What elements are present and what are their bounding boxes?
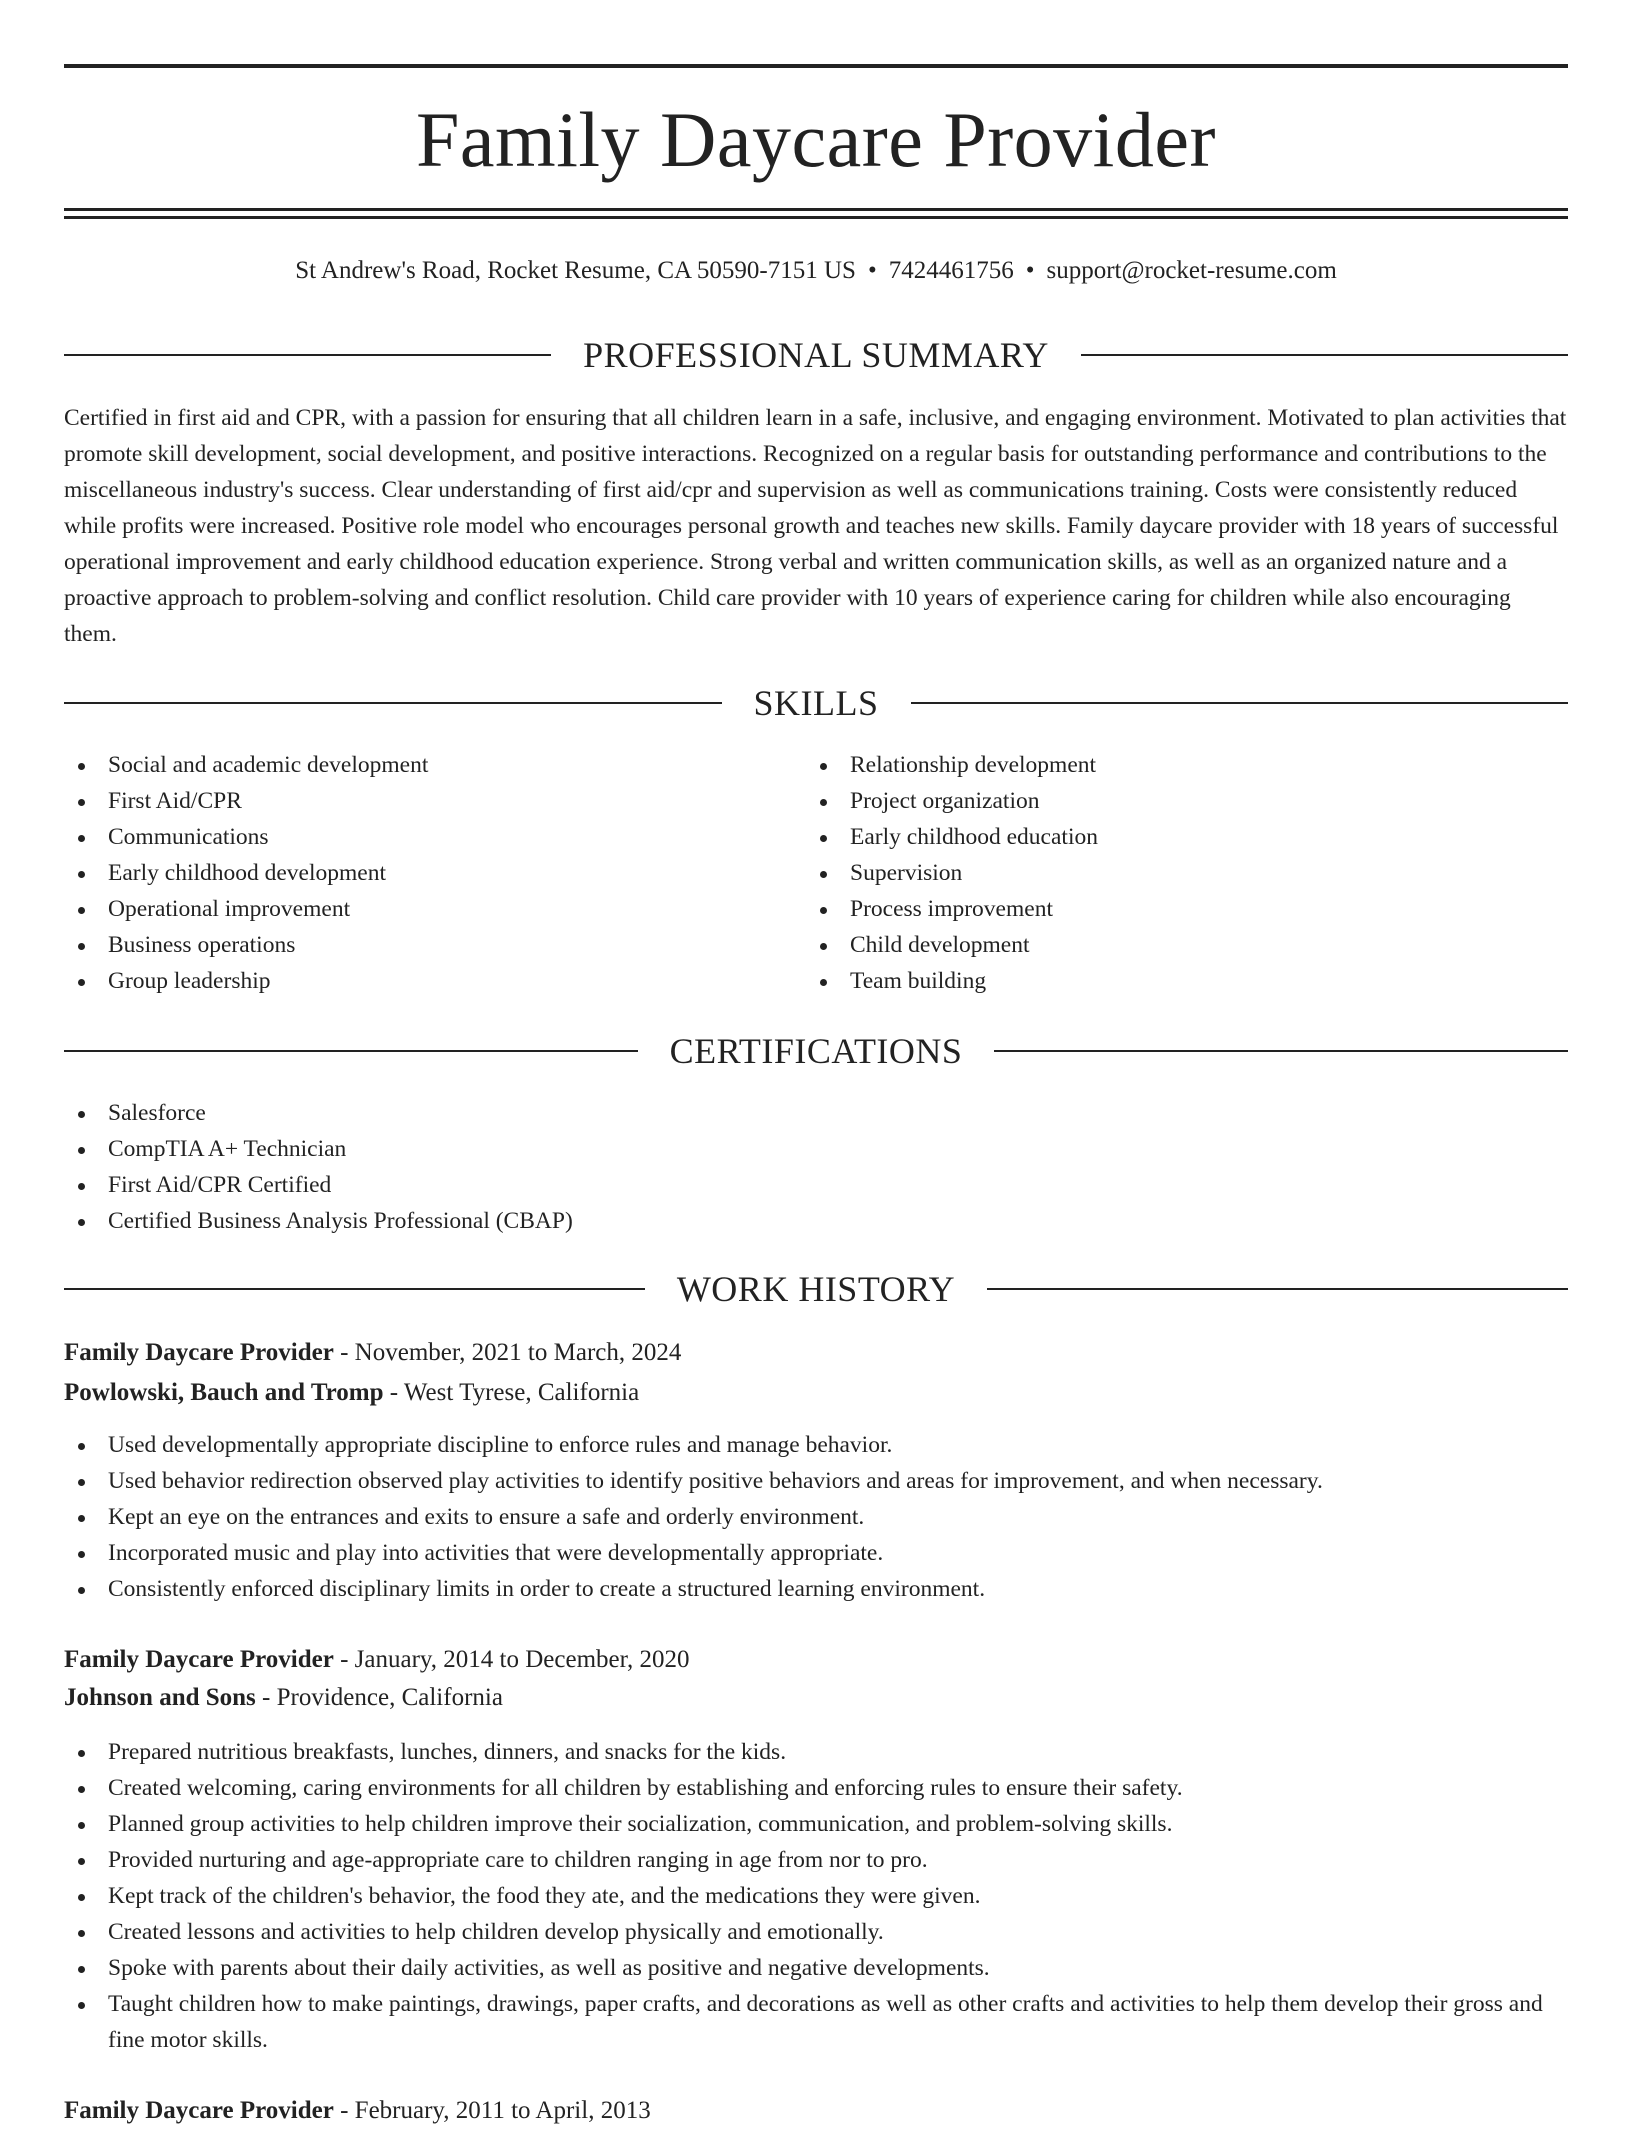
job-duty: Incorporated music and play into activities that were developmentally appropriate. xyxy=(64,1535,1568,1571)
section-rule xyxy=(987,1288,1568,1290)
job-location: - West Tyrese, California xyxy=(383,1379,640,1406)
header-bottom-rule xyxy=(64,208,1568,211)
skill-item: Project organization xyxy=(806,783,1566,819)
job-duty: Planned group activities to help children improve their socialization, communication, and problem-solving skills. xyxy=(64,1806,1568,1842)
certification-item: Certified Business Analysis Professional (CBAP) xyxy=(64,1203,1568,1239)
certification-item: Salesforce xyxy=(64,1095,1568,1131)
job-company-line xyxy=(64,1679,1568,1717)
section-title: SKILLS xyxy=(753,683,879,723)
certifications-list xyxy=(64,1095,1568,1239)
job-title: Family Daycare Provider xyxy=(64,1646,334,1673)
skill-item: Business operations xyxy=(64,927,804,963)
job-duties-list xyxy=(64,1734,1568,2058)
job-title: Family Daycare Provider xyxy=(64,1339,334,1366)
skill-item: Team building xyxy=(806,963,1566,999)
skill-item: Supervision xyxy=(806,855,1566,891)
job-title-line xyxy=(64,2092,1568,2130)
contact-phone: 7424461756 xyxy=(888,257,1014,284)
job-duty: Used behavior redirection observed play activities to identify positive behaviors and areas for improvement, and when necessary. xyxy=(64,1463,1568,1499)
skill-item: Early childhood education xyxy=(806,819,1566,855)
section-header-summary xyxy=(64,335,1568,375)
skill-item: First Aid/CPR xyxy=(64,783,804,819)
skill-item: Social and academic development xyxy=(64,747,804,783)
job-duty: Kept track of the children's behavior, the food they ate, and the medications they were given. xyxy=(64,1878,1568,1914)
job-dates: - November, 2021 to March, 2024 xyxy=(333,1339,682,1366)
section-rule xyxy=(64,354,551,356)
section-rule xyxy=(64,1288,645,1290)
contact-email: support@rocket-resume.com xyxy=(1046,257,1337,284)
skill-item: Communications xyxy=(64,819,804,855)
skill-item: Process improvement xyxy=(806,891,1566,927)
section-header-certifications xyxy=(64,1031,1568,1071)
job-duty: Created lessons and activities to help children develop physically and emotionally. xyxy=(64,1914,1568,1950)
job-duty: Created welcoming, caring environments for all children by establishing and enforcing rules to ensure their safety. xyxy=(64,1770,1568,1806)
job-company-line xyxy=(64,1374,1568,1412)
job-title-line xyxy=(64,1641,1568,1679)
section-rule xyxy=(64,1050,638,1052)
header-bottom-rule-double xyxy=(64,216,1568,219)
job-title: Family Daycare Provider xyxy=(64,2097,334,2124)
section-header-work-history xyxy=(64,1269,1568,1309)
contact-address: St Andrew's Road, Rocket Resume, CA 50590-7151 US xyxy=(295,257,856,284)
skill-item: Relationship development xyxy=(806,747,1566,783)
contact-separator: • xyxy=(1025,257,1035,284)
job-location: - Providence, California xyxy=(255,1684,503,1711)
job-company: Johnson and Sons xyxy=(64,1684,256,1711)
job-duties-list xyxy=(64,1427,1568,1607)
section-rule xyxy=(1081,354,1568,356)
job-duty: Spoke with parents about their daily activities, as well as positive and negative developments. xyxy=(64,1950,1568,1986)
job-duty: Used developmentally appropriate discipline to enforce rules and manage behavior. xyxy=(64,1427,1568,1463)
contact-line xyxy=(64,255,1568,287)
section-title: CERTIFICATIONS xyxy=(669,1031,963,1071)
job-duty: Kept an eye on the entrances and exits to ensure a safe and orderly environment. xyxy=(64,1499,1568,1535)
skills-list-right xyxy=(806,747,1566,999)
job-title-line xyxy=(64,1334,1568,1372)
skill-item: Operational improvement xyxy=(64,891,804,927)
skills-list-left xyxy=(64,747,804,999)
resume-name: Family Daycare Provider xyxy=(416,96,1216,183)
certification-item: CompTIA A+ Technician xyxy=(64,1131,1568,1167)
skill-item: Early childhood development xyxy=(64,855,804,891)
section-rule xyxy=(64,702,722,704)
contact-separator: • xyxy=(867,257,877,284)
job-duty: Prepared nutritious breakfasts, lunches, dinners, and snacks for the kids. xyxy=(64,1734,1568,1770)
job-dates: - January, 2014 to December, 2020 xyxy=(333,1646,690,1673)
section-title: PROFESSIONAL SUMMARY xyxy=(583,335,1049,375)
job-duty: Consistently enforced disciplinary limits in order to create a structured learning environment. xyxy=(64,1571,1568,1607)
section-rule xyxy=(911,702,1569,704)
job-dates: - February, 2011 to April, 2013 xyxy=(333,2097,651,2124)
section-header-skills xyxy=(64,683,1568,723)
section-title: WORK HISTORY xyxy=(676,1269,956,1309)
skill-item: Group leadership xyxy=(64,963,804,999)
job-company: Powlowski, Bauch and Tromp xyxy=(64,1379,384,1406)
summary-text: Certified in first aid and CPR, with a passion for ensuring that all children learn in a safe, inclusive, and engaging environment. Motivated to plan activities that promote skill development, social development, and positive interactions. Recognized on a regular basis for outstanding performance and contributions to the miscellaneous industry's success. Clear understanding of first aid/cpr and supervision as well as communications training. Costs were consistently reduced while profits were increased. Positive role model who encourages personal growth and teaches new skills. Family daycare provider with 18 years of successful operational improvement and early childhood education experience. Strong verbal and written communication skills, as well as an organized nature and a proactive approach to problem-solving and conflict resolution. Child care provider with 10 years of experience caring for children while also encouraging them. xyxy=(64,405,1567,647)
section-rule xyxy=(994,1050,1568,1052)
job-duty: Taught children how to make paintings, drawings, paper crafts, and decorations as well as other crafts and activities to help them develop their gross and fine motor skills. xyxy=(64,1986,1568,2058)
job-duty: Provided nurturing and age-appropriate care to children ranging in age from nor to pro. xyxy=(64,1842,1568,1878)
skill-item: Child development xyxy=(806,927,1566,963)
certification-item: First Aid/CPR Certified xyxy=(64,1167,1568,1203)
header-top-rule xyxy=(64,64,1568,68)
